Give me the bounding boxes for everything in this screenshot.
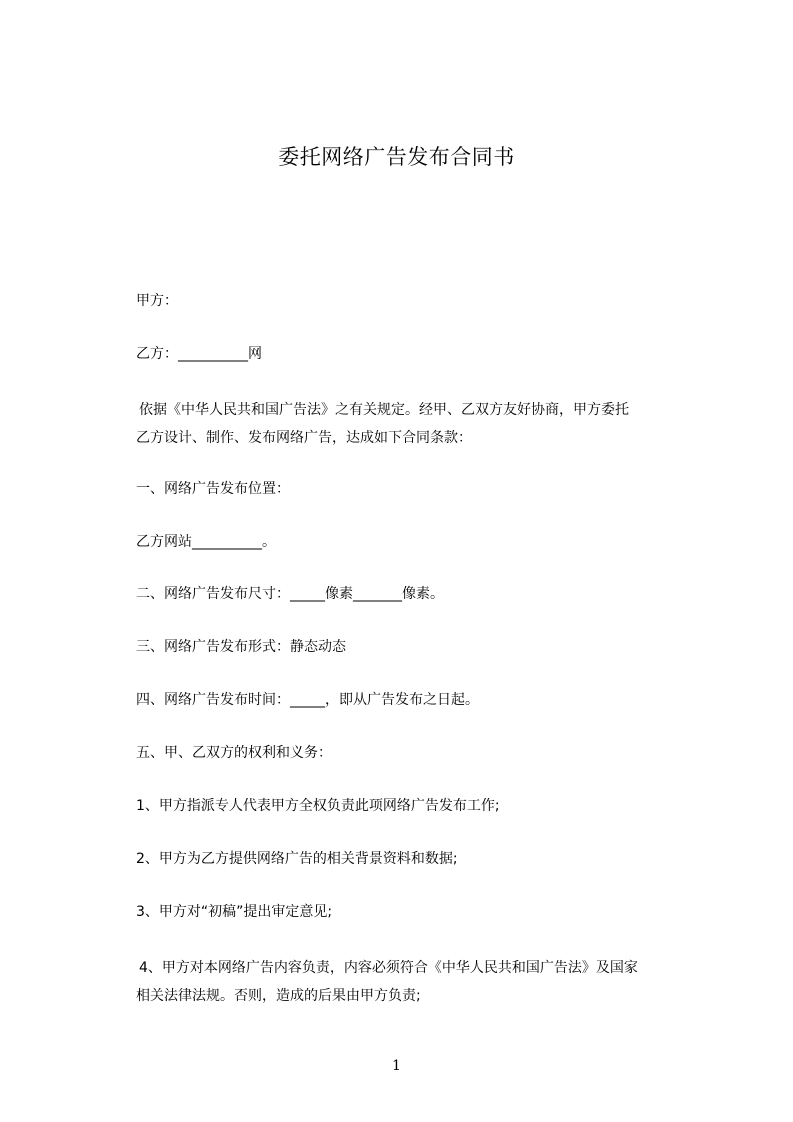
list-item-1: 1、甲方指派专人代表甲方全权负责此项网络广告发布工作;: [136, 798, 500, 814]
list-item-2: 2、甲方为乙方提供网络广告的相关背景资料和数据;: [136, 851, 458, 867]
list-item-3: 3、甲方对“初稿”提出审定意见;: [136, 904, 333, 920]
intro-paragraph: [136, 396, 676, 452]
section-2-size: 二、网络广告发布尺寸：_____像素_______像素。: [136, 586, 444, 602]
party-a-line: 甲方：: [136, 293, 178, 309]
list-item-4-line-2: 相关法律法规。否则，造成的后果由甲方负责;: [136, 988, 421, 1004]
section-1-heading: 一、网络广告发布位置：: [136, 481, 290, 497]
document-title: 委托网络广告发布合同书: [278, 145, 515, 169]
intro-line-2: 乙方设计、制作、发布网络广告，达成如下合同条款：: [136, 430, 472, 446]
section-3-form: 三、网络广告发布形式：静态动态: [136, 639, 346, 655]
list-item-4-line-1: 4、甲方对本网络广告内容负责，内容必须符合《中华人民共和国广告法》及国家: [139, 960, 638, 976]
page-number: 1: [392, 1058, 401, 1074]
intro-line-1: 依据《中华人民共和国广告法》之有关规定。经甲、乙双方友好协商，甲方委托: [139, 402, 629, 418]
section-4-time: 四、网络广告发布时间：_____，即从广告发布之日起。: [136, 692, 479, 708]
section-5-heading: 五、甲、乙双方的权利和义务：: [136, 745, 332, 761]
section-1-value: 乙方网站__________。: [136, 534, 276, 550]
party-b-line: 乙方：__________网: [136, 346, 262, 362]
list-item-4: [136, 954, 676, 1010]
